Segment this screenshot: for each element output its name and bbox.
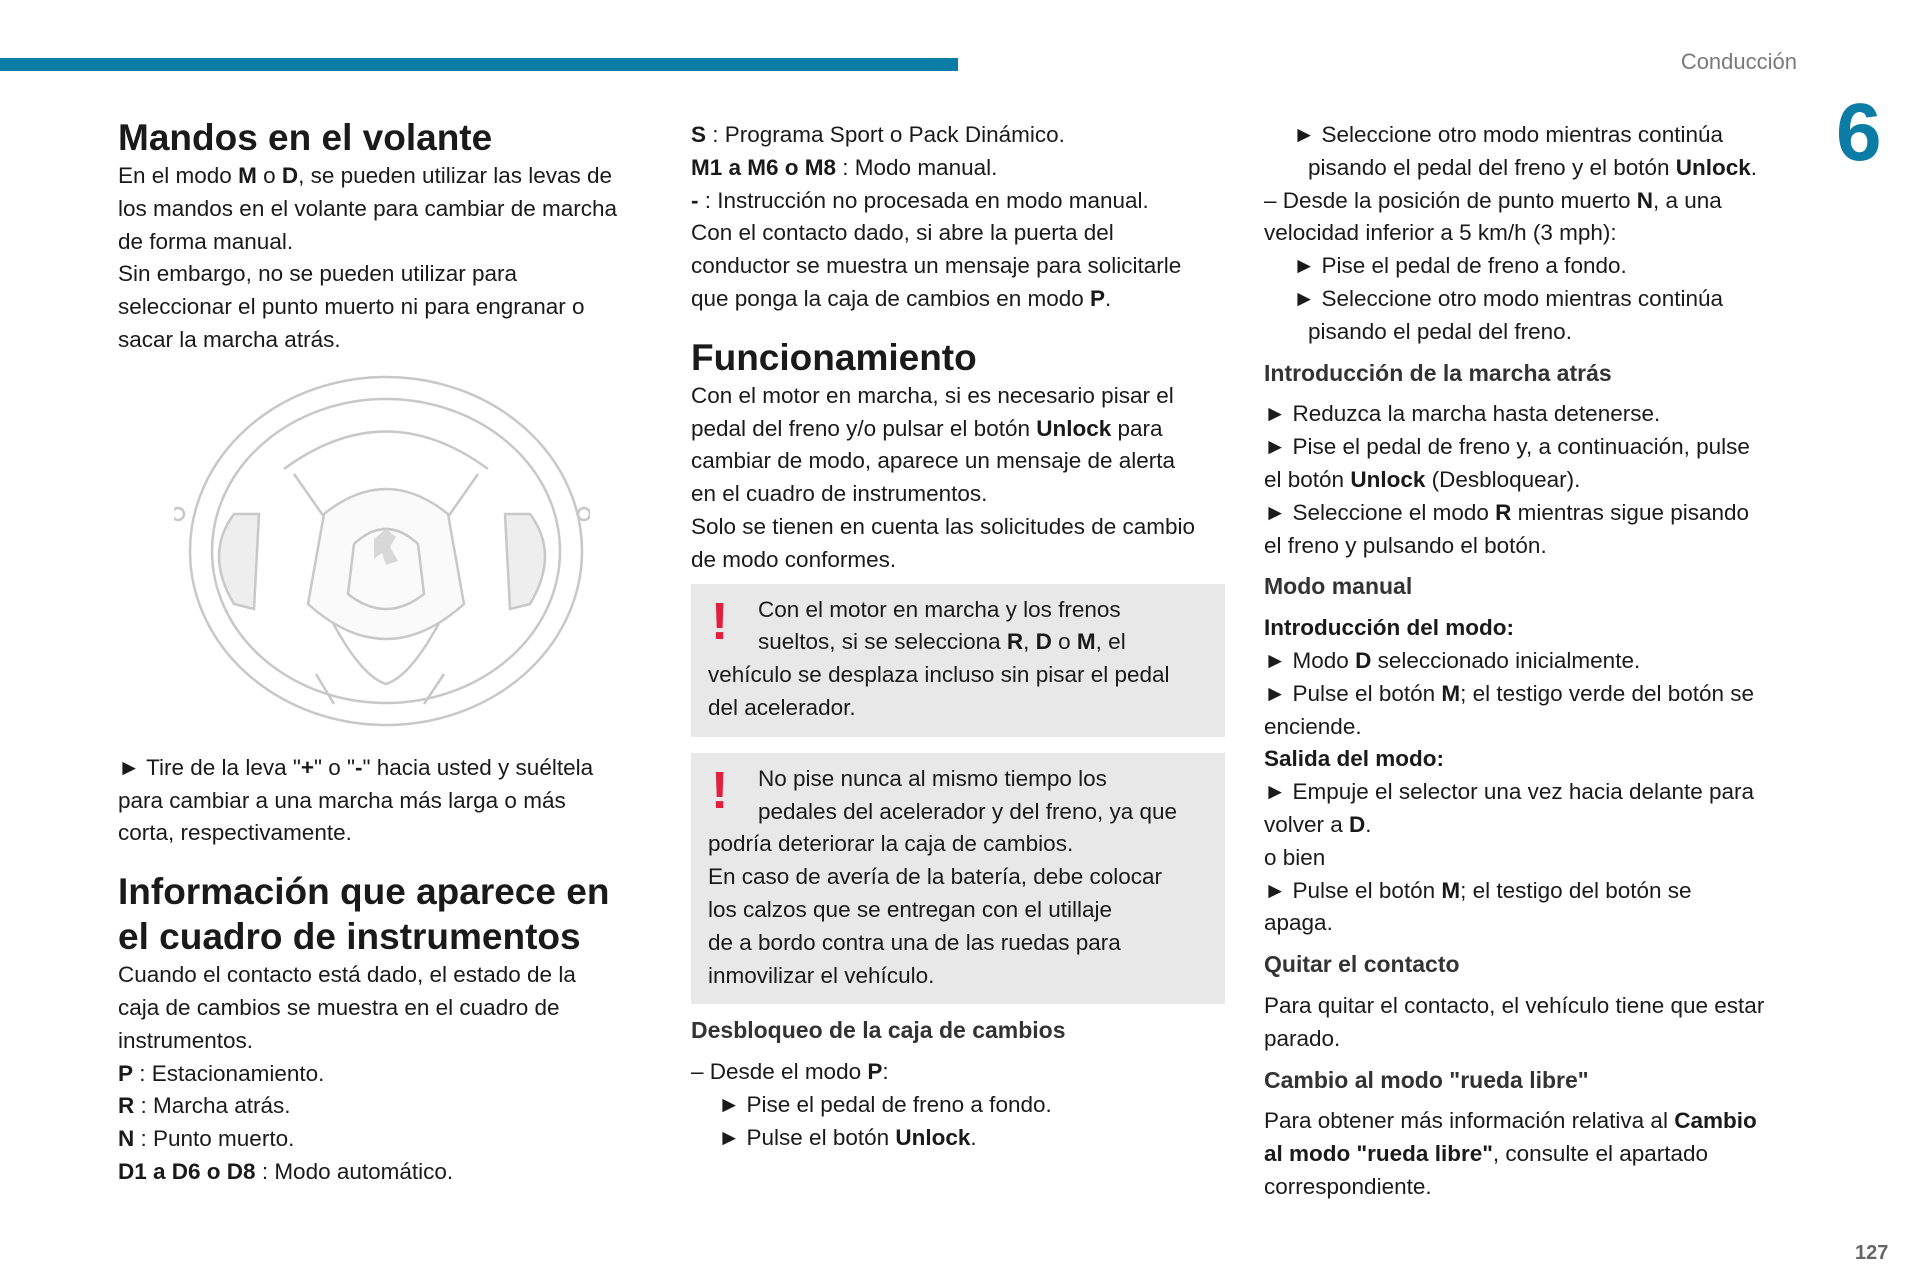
- text-line: [1264, 776, 1804, 809]
- warning-note-2: [691, 753, 1225, 1005]
- text-line: [708, 828, 1225, 861]
- text: ► Seleccione el modo: [1264, 499, 1496, 525]
- warning-note-2-text: [708, 763, 1225, 993]
- text-line: [118, 258, 658, 291]
- text-line: [1264, 283, 1804, 316]
- text-line: [1264, 119, 1804, 152]
- text: :: [882, 1059, 889, 1085]
- text-line: [118, 752, 658, 785]
- text-line: [1264, 431, 1804, 464]
- text: conductor se muestra un mensaje para solicitarle: [691, 253, 1182, 279]
- heading: [691, 1014, 1231, 1047]
- text-line: [691, 445, 1231, 478]
- text: cambiar de modo, aparece un mensaje de alerta: [691, 448, 1176, 474]
- manual-mode-section: [1264, 119, 1804, 1204]
- text: del acelerador.: [708, 694, 856, 720]
- text: : Modo automático.: [255, 1158, 454, 1184]
- text: corta, respectivamente.: [118, 820, 352, 846]
- text: Con el motor en marcha, si es necesario pisar el: [691, 382, 1174, 408]
- text-line: [1264, 464, 1804, 497]
- bold-text: M: [1441, 877, 1461, 903]
- text: ; el testigo verde del botón se: [1460, 680, 1755, 706]
- text: ► Empuje el selector una vez hacia delante para: [1264, 779, 1755, 805]
- bold-text: N: [1636, 187, 1653, 213]
- text: ► Pise el pedal de freno a fondo.: [718, 1091, 1052, 1117]
- text-line: [708, 927, 1225, 960]
- text-line: [118, 1058, 658, 1091]
- steering-controls-section: [118, 115, 658, 357]
- text-line: [1264, 1138, 1804, 1171]
- text: Desbloqueo de la caja de cambios: [691, 1017, 1066, 1044]
- section-title: Conducción: [1680, 49, 1797, 74]
- bold-text: Unlock: [1036, 415, 1112, 441]
- text-line: [708, 960, 1225, 993]
- text-line: [1264, 316, 1804, 349]
- bold-text: N: [118, 1126, 135, 1152]
- text: ► Reduzca la marcha hasta detenerse.: [1264, 401, 1661, 427]
- text: seleccionado inicialmente.: [1371, 647, 1641, 673]
- text-line: [1264, 497, 1804, 530]
- text: o: [256, 163, 282, 188]
- text: el cuadro de instrumentos: [118, 916, 581, 958]
- text: ► Pulse el botón: [1264, 877, 1442, 903]
- text-line: [691, 283, 1231, 316]
- text: que ponga la caja de cambios en modo: [691, 285, 1091, 311]
- text-line: [708, 861, 1225, 894]
- text: pedales del acelerador y del freno, ya que: [758, 798, 1178, 824]
- text: inmovilizar el vehículo.: [708, 962, 935, 988]
- text: Mandos en el volante: [118, 117, 493, 158]
- text: : Marcha atrás.: [134, 1093, 291, 1119]
- text-line: [691, 152, 1231, 185]
- text-line: [118, 193, 658, 226]
- text: .: [1105, 285, 1112, 311]
- heading: [1264, 1064, 1804, 1097]
- warning-note-1: [691, 584, 1225, 737]
- text-line: [708, 626, 1225, 659]
- text: : Punto muerto.: [134, 1126, 295, 1152]
- text: .: [1750, 154, 1758, 180]
- text: velocidad inferior a 5 km/h (3 mph):: [1264, 220, 1617, 246]
- text: pisando el pedal del freno y el botón: [1308, 154, 1676, 180]
- bold-text: R: [1495, 499, 1512, 525]
- bold-text: Introducción del modo:: [1264, 615, 1514, 641]
- bold-text: M: [1441, 680, 1461, 706]
- heading: [1264, 948, 1804, 981]
- text: ► Pulse el botón: [1264, 680, 1442, 706]
- text: Sin embargo, no se pueden utilizar para: [118, 261, 518, 287]
- text-line: [1264, 678, 1804, 711]
- text: los calzos que se entregan con el utillaje: [708, 896, 1113, 922]
- text: , se pueden utilizar las levas de: [298, 163, 613, 188]
- text: Cuando el contacto está dado, el estado de la: [118, 962, 576, 988]
- text-line: [691, 1122, 1231, 1155]
- text: ► Pise el pedal de freno y, a continuación, pulse: [1264, 434, 1750, 460]
- bold-text: D1 a D6 o D8: [118, 1158, 256, 1184]
- bold-text: Cambio: [1674, 1108, 1757, 1134]
- text-line: [691, 380, 1231, 413]
- text-line: [118, 291, 658, 324]
- heading: [118, 869, 658, 914]
- text: podría deteriorar la caja de cambios.: [708, 831, 1074, 857]
- text-line: [1264, 1023, 1804, 1056]
- text: : Modo manual.: [836, 154, 998, 180]
- text: " o ": [313, 754, 355, 780]
- text-line: [1264, 875, 1804, 908]
- text-line: [1264, 612, 1804, 645]
- text-line: [691, 478, 1231, 511]
- text: enciende.: [1264, 713, 1362, 739]
- text: para cambiar a una marcha más larga o más: [118, 787, 566, 813]
- text-line: [1264, 1171, 1804, 1204]
- text-line: [1264, 1105, 1804, 1138]
- text-line: [118, 785, 658, 818]
- text-line: [708, 594, 1225, 627]
- text: ,: [1023, 629, 1036, 655]
- text-line: [1264, 250, 1804, 283]
- text: ► Pise el pedal de freno a fondo.: [1293, 253, 1627, 279]
- text-line: [118, 1123, 658, 1156]
- text: Con el contacto dado, si abre la puerta del: [691, 220, 1114, 246]
- text-line: [1264, 152, 1804, 185]
- operation-section: [691, 119, 1231, 577]
- text-line: [708, 659, 1225, 692]
- text: parado.: [1264, 1025, 1341, 1051]
- bold-text: D: [1355, 647, 1372, 673]
- text-line: [118, 959, 658, 992]
- warning-note-1-text: [708, 594, 1225, 725]
- text-line: [691, 511, 1231, 544]
- bold-text: -: [354, 754, 363, 780]
- heading: [1264, 570, 1804, 603]
- steering-wheel-illustration: [174, 374, 590, 728]
- text-line: [1264, 711, 1804, 744]
- text: En el modo: [118, 163, 239, 188]
- text: : Estacionamiento.: [133, 1060, 325, 1086]
- text: correspondiente.: [1264, 1173, 1432, 1199]
- text: los mandos en el volante para cambiar de marcha: [118, 195, 618, 221]
- text: , a una: [1652, 187, 1722, 213]
- text: Solo se tienen en cuenta las solicitudes de cambio: [691, 513, 1196, 539]
- text: Para quitar el contacto, el vehículo tiene que estar: [1264, 992, 1765, 1018]
- bold-text: al modo "rueda libre": [1264, 1141, 1493, 1167]
- text: ; el testigo del botón se: [1460, 877, 1692, 903]
- bold-text: M1 a M6 o M8: [691, 154, 837, 180]
- text: volver a: [1264, 811, 1350, 837]
- text: de modo conformes.: [691, 546, 897, 572]
- text: En caso de avería de la batería, debe colocar: [708, 864, 1163, 890]
- bold-text: S: [691, 122, 707, 147]
- text: " hacia usted y suéltela: [362, 754, 594, 780]
- text: Quitar el contacto: [1264, 951, 1460, 978]
- text-line: [691, 544, 1231, 577]
- text-line: [691, 185, 1231, 218]
- text: ► Tire de la leva ": [118, 754, 301, 780]
- bold-text: Unlock: [895, 1124, 971, 1150]
- text: ► Seleccione otro modo mientras continúa: [1293, 285, 1723, 311]
- column-2: [691, 119, 1231, 1155]
- text-line: [691, 1056, 1231, 1089]
- bold-text: D: [1035, 629, 1052, 655]
- text: ► Pulse el botón: [718, 1124, 896, 1150]
- exclamation-icon: !: [711, 592, 729, 651]
- bold-text: P: [118, 1060, 134, 1086]
- text-line: [118, 817, 658, 850]
- text: Modo manual: [1264, 573, 1413, 600]
- text-line: [118, 1025, 658, 1058]
- text: – Desde la posición de punto muerto: [1264, 187, 1637, 213]
- bold-text: D: [281, 163, 299, 188]
- bold-text: R: [118, 1093, 135, 1119]
- bold-text: D: [1349, 811, 1366, 837]
- bold-text: M: [238, 163, 257, 188]
- bold-text: Salida del modo:: [1264, 746, 1445, 772]
- text-line: [708, 796, 1225, 829]
- text: , consulte el apartado: [1492, 1141, 1709, 1167]
- heading: [118, 914, 658, 959]
- text: el botón: [1264, 466, 1351, 492]
- text: No pise nunca al mismo tiempo los: [758, 765, 1107, 791]
- column-1: [118, 115, 658, 1189]
- bold-text: P: [867, 1059, 883, 1085]
- text-line: [1264, 398, 1804, 431]
- bold-text: -: [691, 187, 699, 213]
- bold-text: P: [1090, 285, 1106, 311]
- text: pisando el pedal del freno.: [1308, 318, 1572, 344]
- chapter-number: 6: [1836, 87, 1882, 178]
- text-line: [691, 250, 1231, 283]
- text: vehículo se desplaza incluso sin pisar el pedal: [708, 662, 1170, 688]
- bold-text: +: [300, 754, 314, 780]
- exclamation-icon: !: [711, 761, 729, 820]
- text-line: [708, 763, 1225, 796]
- heading: [118, 115, 658, 160]
- text-line: [1264, 990, 1804, 1023]
- text: o: [1051, 629, 1077, 655]
- text-line: [691, 217, 1231, 250]
- text: .: [1365, 811, 1372, 837]
- text-line: [708, 692, 1225, 725]
- text-line: [1264, 809, 1804, 842]
- text: Con el motor en marcha y los frenos: [758, 596, 1121, 622]
- column-3: [1264, 119, 1804, 1204]
- text: Funcionamiento: [691, 336, 977, 378]
- text: de forma manual.: [118, 228, 294, 254]
- bold-text: R: [1006, 629, 1024, 655]
- text-line: [1264, 907, 1804, 940]
- text: instrumentos.: [118, 1027, 254, 1053]
- text-line: [691, 119, 1231, 152]
- text: o bien: [1264, 844, 1326, 870]
- text-line: [118, 992, 658, 1025]
- text-line: [691, 1089, 1231, 1122]
- text: (Desbloquear).: [1425, 466, 1581, 492]
- gearbox-unlock-section: [691, 1014, 1231, 1154]
- bold-text: M: [1076, 629, 1096, 655]
- text: Para obtener más información relativa al: [1264, 1108, 1675, 1134]
- text: el freno y pulsando el botón.: [1264, 532, 1547, 558]
- text: caja de cambios se muestra en el cuadro de: [118, 994, 560, 1020]
- text-line: [118, 226, 658, 259]
- text-line: [1264, 217, 1804, 250]
- text-line: [118, 1156, 658, 1189]
- heading: [1264, 357, 1804, 390]
- text: pedal del freno y/o pulsar el botón: [691, 415, 1037, 441]
- chapter-color-bar: [0, 58, 958, 71]
- text: de a bordo contra una de las ruedas para: [708, 929, 1121, 955]
- text: sacar la marcha atrás.: [118, 326, 341, 352]
- text: .: [970, 1124, 977, 1150]
- bold-text: Unlock: [1675, 154, 1751, 180]
- text-line: [1264, 645, 1804, 678]
- text: : Programa Sport o Pack Dinámico.: [706, 122, 1065, 147]
- text-line: [691, 413, 1231, 446]
- text-line: [1264, 530, 1804, 563]
- text: sueltos, si se selecciona: [758, 629, 1007, 655]
- text: Introducción de la marcha atrás: [1264, 359, 1612, 386]
- text: Cambio al modo "rueda libre": [1264, 1066, 1589, 1093]
- text-line: [708, 894, 1225, 927]
- text: seleccionar el punto muerto ni para engranar o: [118, 294, 585, 320]
- heading: [691, 335, 1231, 380]
- text: apaga.: [1264, 910, 1333, 936]
- text: : Instrucción no procesada en modo manual.: [698, 187, 1149, 213]
- instrument-info-section: [118, 752, 658, 1189]
- text: Información que aparece en: [118, 871, 610, 913]
- text-line: [1264, 185, 1804, 218]
- text: ► Modo: [1264, 647, 1356, 673]
- text: para: [1111, 415, 1163, 441]
- text: ► Seleccione otro modo mientras continúa: [1293, 122, 1723, 147]
- text: en el cuadro de instrumentos.: [691, 481, 988, 507]
- text-line: [118, 324, 658, 357]
- text: mientras sigue pisando: [1511, 499, 1750, 525]
- bold-text: Unlock: [1350, 466, 1426, 492]
- text: – Desde el modo: [691, 1059, 868, 1085]
- text-line: [1264, 743, 1804, 776]
- text-line: [1264, 842, 1804, 875]
- text: , el: [1095, 629, 1126, 655]
- page-number: 127: [1855, 1242, 1889, 1264]
- text-line: [118, 160, 658, 193]
- text-line: [118, 1090, 658, 1123]
